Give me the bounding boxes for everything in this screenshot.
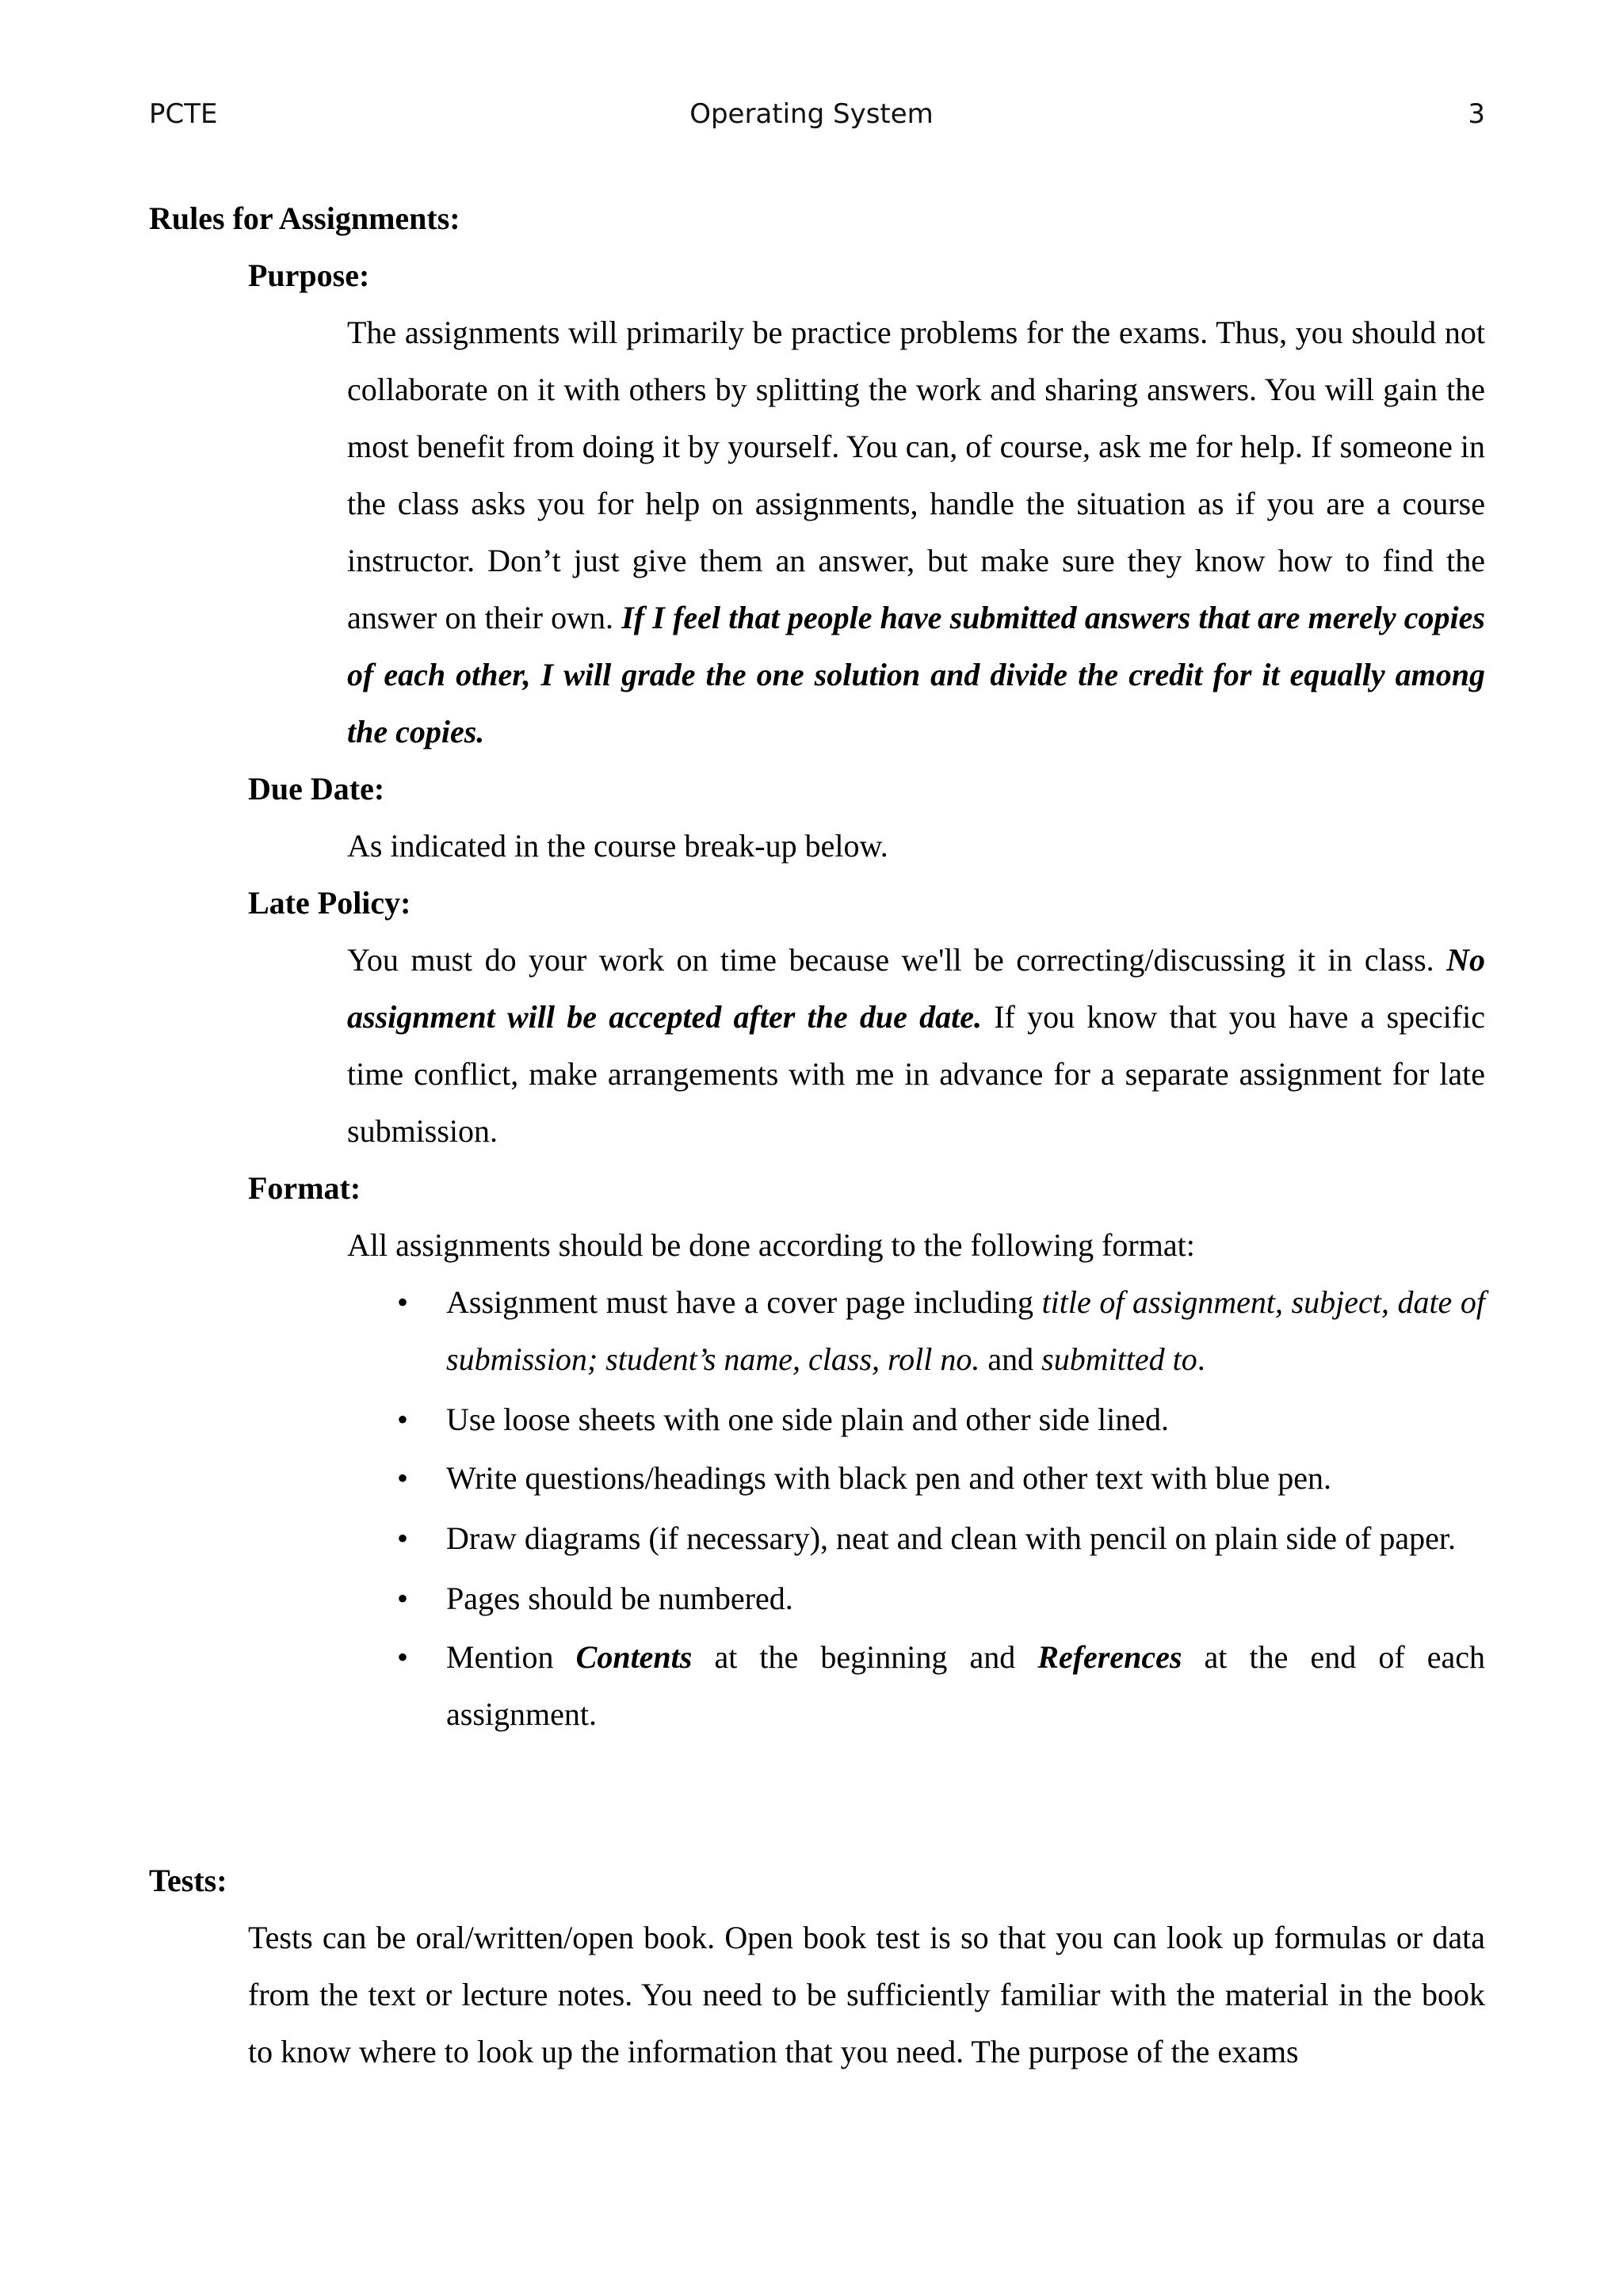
list-item <box>397 1570 1485 1627</box>
bullet-icon: • <box>397 1520 409 1556</box>
purpose-text: The assignments will primarily be practice problems for the exams. Thus, you should not collaborate on it with others by splitting the work and sharing answers. You will gain the most benefit from doing it by yourself. You can, of course, ask me for help. If someone in the class asks you for help on assignments, handle the situation as if you are a course instructor. Don’t just give them an answer, but make sure they know how to find the answer on their own. <box>347 315 1485 635</box>
bullet-6-text: Mention <box>446 1639 576 1675</box>
bullet-icon: • <box>397 1402 409 1437</box>
bullet-1-italic-submitted: submitted to <box>1041 1341 1197 1377</box>
bullet-6-contents: Contents <box>575 1639 693 1675</box>
bullet-1-period: . <box>1197 1341 1205 1377</box>
bullet-icon: • <box>397 1581 409 1616</box>
late-policy-text-2: If you know that you have a specific time conflict, make arrangements with me in advance for a separate assignment for late submission. <box>347 999 1485 1149</box>
due-date-paragraph <box>347 818 1485 875</box>
format-heading: Format: <box>248 1170 361 1206</box>
list-item <box>397 1274 1485 1388</box>
format-intro <box>347 1217 1485 1274</box>
bullet-6-end: at the end of each assignment. <box>446 1639 1485 1732</box>
bullet-icon: • <box>397 1460 409 1496</box>
tests-paragraph <box>248 1909 1485 2081</box>
due-date-text: As indicated in the course break-up below. <box>347 828 888 864</box>
purpose-paragraph <box>347 304 1485 761</box>
header-institution: PCTE <box>149 98 218 130</box>
bullet-1-and: and <box>980 1341 1042 1377</box>
bullet-2-text: Use loose sheets with one side plain and other side lined. <box>446 1402 1170 1437</box>
list-item <box>397 1450 1485 1507</box>
list-item <box>397 1629 1485 1743</box>
late-policy-emphasis: No assignment will be accepted after the due date. <box>347 942 1485 1035</box>
header-course-title: Operating System <box>689 98 934 130</box>
tests-heading: Tests: <box>149 1863 227 1898</box>
bullet-1-italic-fields: title of assignment, subject, date of submission; student’s name, class, roll no. <box>446 1284 1485 1377</box>
bullet-5-text: Pages should be numbered. <box>446 1581 793 1616</box>
late-policy-text-1: You must do your work on time because we'll be correcting/discussing it in class. <box>347 942 1447 978</box>
due-date-heading: Due Date: <box>248 771 385 807</box>
bullet-1-text: Assignment must have a cover page including <box>446 1284 1042 1320</box>
bullet-3-text: Write questions/headings with black pen and other text with blue pen. <box>446 1460 1332 1496</box>
bullet-icon: • <box>397 1639 409 1675</box>
bullet-icon: • <box>397 1284 409 1320</box>
header-page-number: 3 <box>1468 98 1485 130</box>
tests-text: Tests can be oral/written/open book. Open book test is so that you can look up formulas or data from the text or lecture notes. You need to be sufficiently familiar with the material in the book to know where to look up the information that you need. The purpose of the exams <box>248 1920 1485 2069</box>
bullet-6-references: References <box>1037 1639 1182 1675</box>
list-item <box>397 1510 1485 1567</box>
late-policy-paragraph <box>347 932 1485 1160</box>
format-intro-text: All assignments should be done according to the following format: <box>347 1227 1195 1263</box>
list-item <box>397 1391 1485 1448</box>
bullet-6-middle: at the beginning and <box>692 1639 1038 1675</box>
format-bullet-list <box>397 1274 1485 1743</box>
purpose-emphasis: If I feel that people have submitted answers that are merely copies of each other, I will grade the one solution and divide the credit for it equally among the copies. <box>347 600 1485 749</box>
bullet-4-text: Draw diagrams (if necessary), neat and clean with pencil on plain side of paper. <box>446 1520 1456 1556</box>
late-policy-heading: Late Policy: <box>248 885 411 921</box>
purpose-heading: Purpose: <box>248 257 370 293</box>
rules-heading: Rules for Assignments: <box>149 200 460 236</box>
